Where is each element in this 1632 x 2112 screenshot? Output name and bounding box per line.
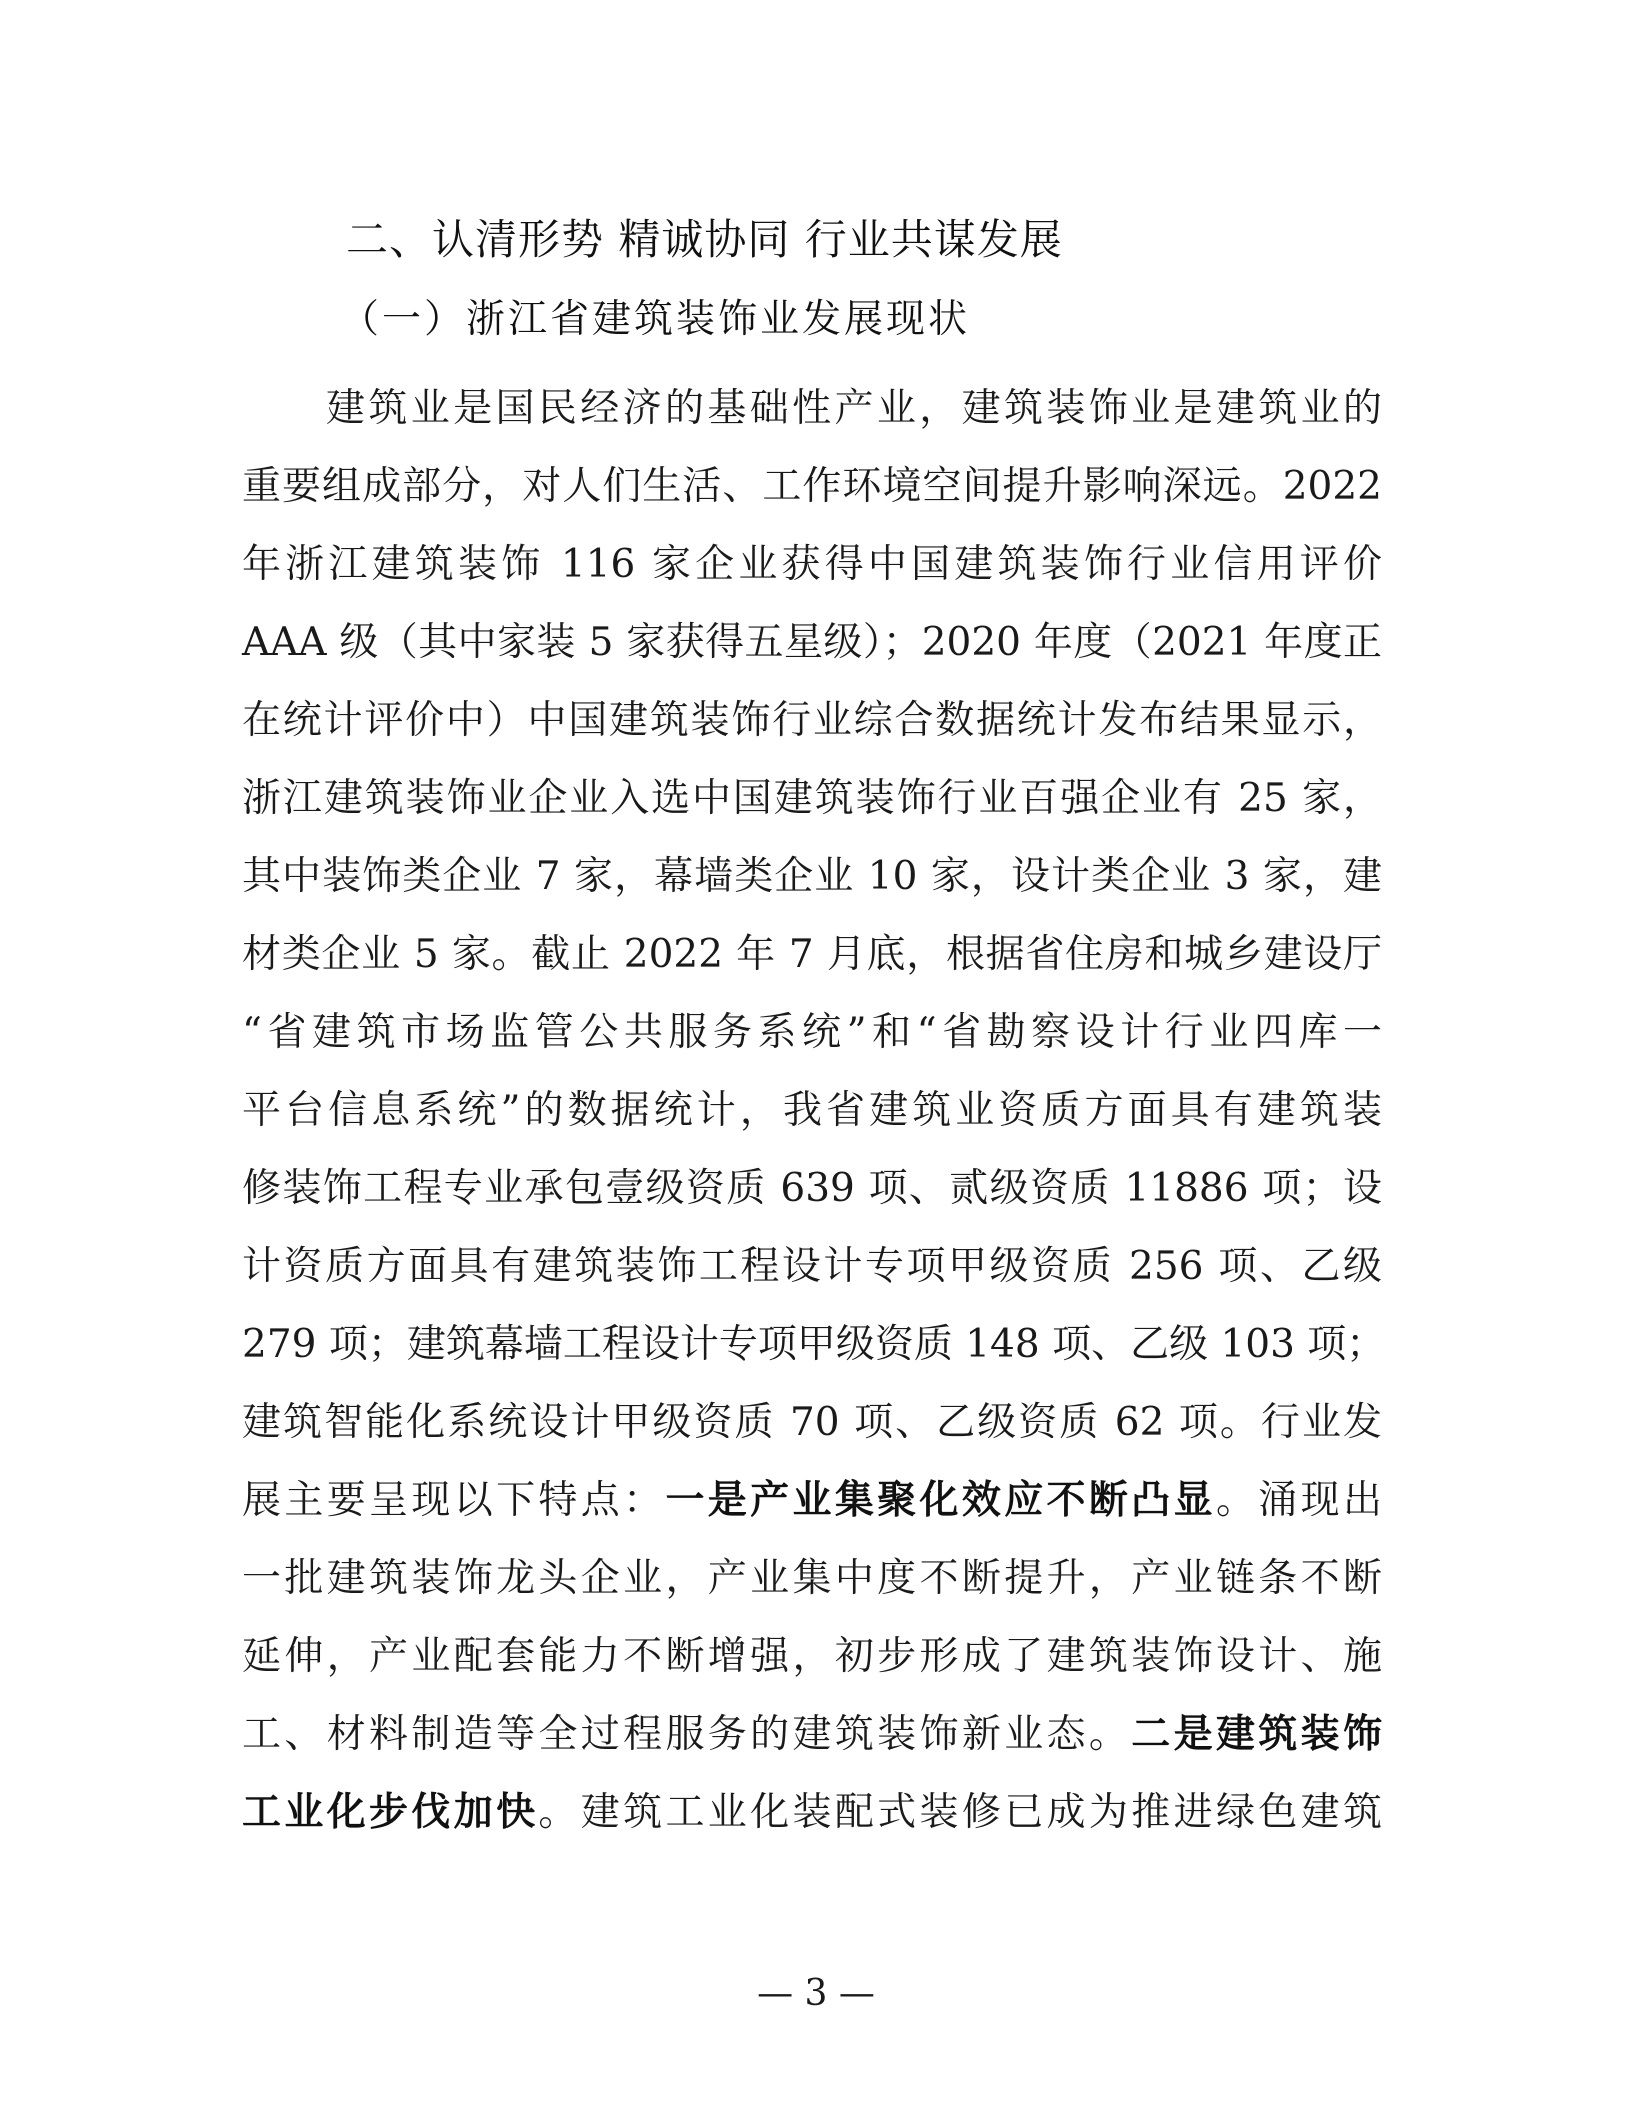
- body-line: 在统计评价中）中国建筑装饰行业综合数据统计发布结果显示，: [242, 698, 1382, 743]
- body-line: 年浙江建筑装饰 116 家企业获得中国建筑装饰行业信用评价: [242, 542, 1382, 587]
- body-line: 279 项；建筑幕墙工程设计专项甲级资质 148 项、乙级 103 项；: [242, 1322, 1386, 1367]
- body-line: [242, 1462, 1382, 1540]
- bold-highlight: 工业化步伐加快: [242, 1790, 539, 1835]
- body-line: “省建筑市场监管公共服务系统”和“省勘察设计行业四库一: [242, 1010, 1382, 1055]
- body-line: AAA 级（其中家装 5 家获得五星级）；2020 年度（2021 年度正: [242, 620, 1382, 665]
- body-line: 延伸，产业配套能力不断增强，初步形成了建筑装饰设计、施: [242, 1634, 1382, 1679]
- body-line: 一批建筑装饰龙头企业，产业集中度不断提升，产业链条不断: [242, 1556, 1382, 1601]
- body-line: 建筑业是国民经济的基础性产业，建筑装饰业是建筑业的: [326, 386, 1382, 431]
- body-line: 材类企业 5 家。截止 2022 年 7 月底，根据省住房和城乡建设厅: [242, 932, 1382, 977]
- body-line: 建筑智能化系统设计甲级资质 70 项、乙级资质 62 项。行业发: [242, 1400, 1382, 1445]
- bold-highlight: 二是建筑装饰: [1131, 1712, 1382, 1757]
- body-text: 工、材料制造等全过程服务的建筑装饰新业态。: [242, 1712, 1132, 1757]
- body-text: 。建筑工业化装配式装修已成为推进绿色建筑: [538, 1790, 1382, 1835]
- body-line: [242, 1774, 1382, 1852]
- bold-highlight: 一是产业集聚化效应不断凸显: [665, 1478, 1216, 1523]
- body-line: 计资质方面具有建筑装饰工程设计专项甲级资质 256 项、乙级: [242, 1244, 1382, 1289]
- body-line: [242, 1696, 1382, 1774]
- body-line: 平台信息系统”的数据统计，我省建筑业资质方面具有建筑装: [242, 1088, 1382, 1133]
- body-text: 。涌现出: [1215, 1478, 1382, 1523]
- body-text: 展主要呈现以下特点：: [242, 1478, 666, 1523]
- body-line: 修装饰工程专业承包壹级资质 639 项、贰级资质 11886 项；设: [242, 1166, 1382, 1211]
- page-number: — 3 —: [757, 1973, 875, 2014]
- section-heading: 二、认清形势 精诚协同 行业共谋发展: [346, 215, 1063, 264]
- body-line: 重要组成部分，对人们生活、工作环境空间提升影响深远。2022: [242, 464, 1382, 509]
- body-line: 其中装饰类企业 7 家，幕墙类企业 10 家，设计类企业 3 家，建: [242, 854, 1382, 899]
- body-line: 浙江建筑装饰业企业入选中国建筑装饰行业百强企业有 25 家，: [242, 776, 1382, 821]
- body-paragraph: [242, 370, 1386, 1852]
- subsection-heading: （一）浙江省建筑装饰业发展现状: [340, 297, 971, 342]
